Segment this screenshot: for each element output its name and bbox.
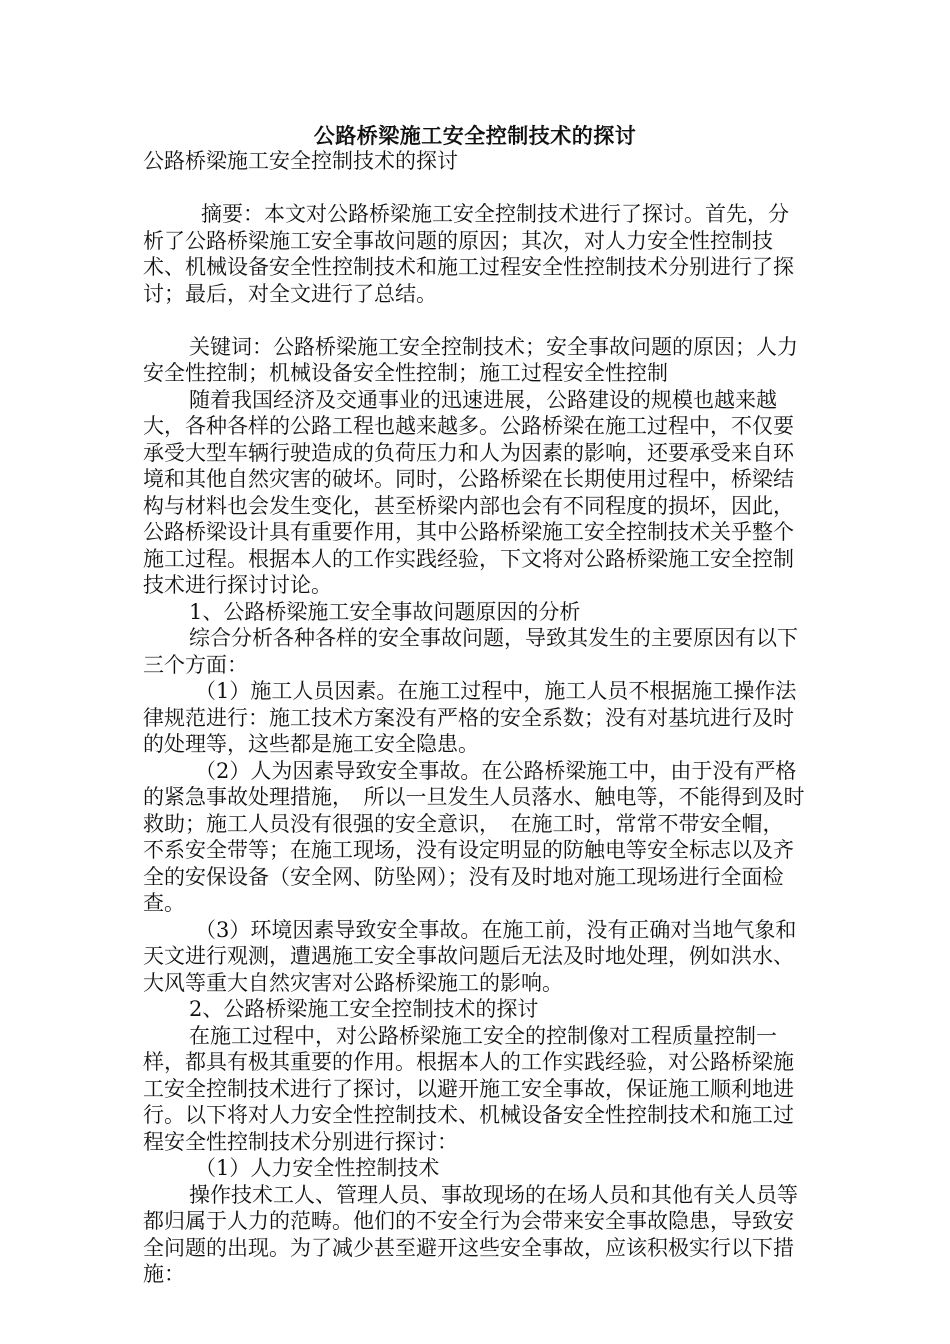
abstract-paragraph: 摘要：本文对公路桥梁施工安全控制技术进行了探讨。首先，分析了公路桥梁施工安全事故问题的原因；其次，对人力安全性控制技术、机械设备安全性控制技术和施工过程安全性控制技术分别进行了探讨；最后，对全文进行了总结。 bbox=[143, 202, 794, 306]
cause-item-3: （3）环境因素导致安全事故。在施工前，没有正确对当地气象和天文进行观测，遭遇施工安全事故问题后无法及时地处理，例如洪水、大风等重大自然灾害对公路桥梁施工的影响。 bbox=[143, 917, 797, 995]
section-heading-2: 2、公路桥梁施工安全控制技术的探讨 bbox=[189, 997, 539, 1021]
section-heading-1: 1、公路桥梁施工安全事故问题原因的分析 bbox=[189, 599, 581, 624]
document-subtitle: 公路桥梁施工安全控制技术的探讨 bbox=[143, 149, 458, 173]
blank-line bbox=[143, 307, 807, 334]
document-title: 公路桥梁施工安全控制技术的探讨 bbox=[313, 123, 637, 148]
keywords-paragraph: 关键词：公路桥梁施工安全控制技术；安全事故问题的原因；人力安全性控制；机械设备安全性控制；施工过程安全性控制 bbox=[143, 334, 798, 385]
cause-item-1: （1）施工人员因素。在施工过程中，施工人员不根据施工操作法律规范进行：施工技术方案没有严格的安全系数；没有对基坑进行及时的处理等，这些都是施工安全隐患。 bbox=[143, 679, 797, 756]
body-paragraph: 综合分析各种各样的安全事故问题，导致其发生的主要原因有以下三个方面： bbox=[143, 626, 798, 677]
body-paragraph: 在施工过程中，对公路桥梁施工安全的控制像对工程质量控制一样，都具有极其重要的作用。根据本人的工作实践经验，对公路桥梁施工安全控制技术进行了探讨，以避开施工安全事故，保证施工顺利地进行。以下将对人力安全性控制技术、机械设备安全性控制技术和施工过程安全性控制技术分别进行探讨： bbox=[143, 1023, 794, 1154]
document-body bbox=[143, 148, 807, 1288]
body-paragraph: 操作技术工人、管理人员、事故现场的在场人员和其他有关人员等都归属于人力的范畴。他们的不安全行为会带来安全事故隐患，导致安全问题的出现。为了减少甚至避开这些安全事故，应该积极实行以下措施： bbox=[143, 1182, 798, 1286]
subsection-heading-1: （1）人力安全性控制技术 bbox=[195, 1156, 440, 1180]
blank-line bbox=[143, 175, 807, 202]
cause-item-2: （2）人为因素导致安全事故。在公路桥梁施工中，由于没有严格的紧急事故处理措施， 所以一旦发生人员落水、触电等，不能得到及时救助；施工人员没有很强的安全意识， 在施工时，常常不带安全帽， 不系安全带等；在施工现场，没有设定明显的防触电等安全标志以及齐全的安保设备（安全网、防坠网）；没有及时地对施工现场进行全面检查。 bbox=[143, 758, 805, 915]
intro-paragraph: 随着我国经济及交通事业的迅速进展，公路建设的规模也越来越大，各种各样的公路工程也越来越多。公路桥梁在施工过程中，不仅要承受大型车辆行驶造成的负荷压力和人为因素的影响，还要承受来自环境和其他自然灾害的破坏。同时，公路桥梁在长期使用过程中，桥梁结构与材料也会发生变化，甚至桥梁内部也会有不同程度的损坏，因此，公路桥梁设计具有重要作用，其中公路桥梁施工安全控制技术关乎整个施工过程。根据本人的工作实践经验，下文将对公路桥梁施工安全控制技术进行探讨讨论。 bbox=[143, 387, 794, 597]
